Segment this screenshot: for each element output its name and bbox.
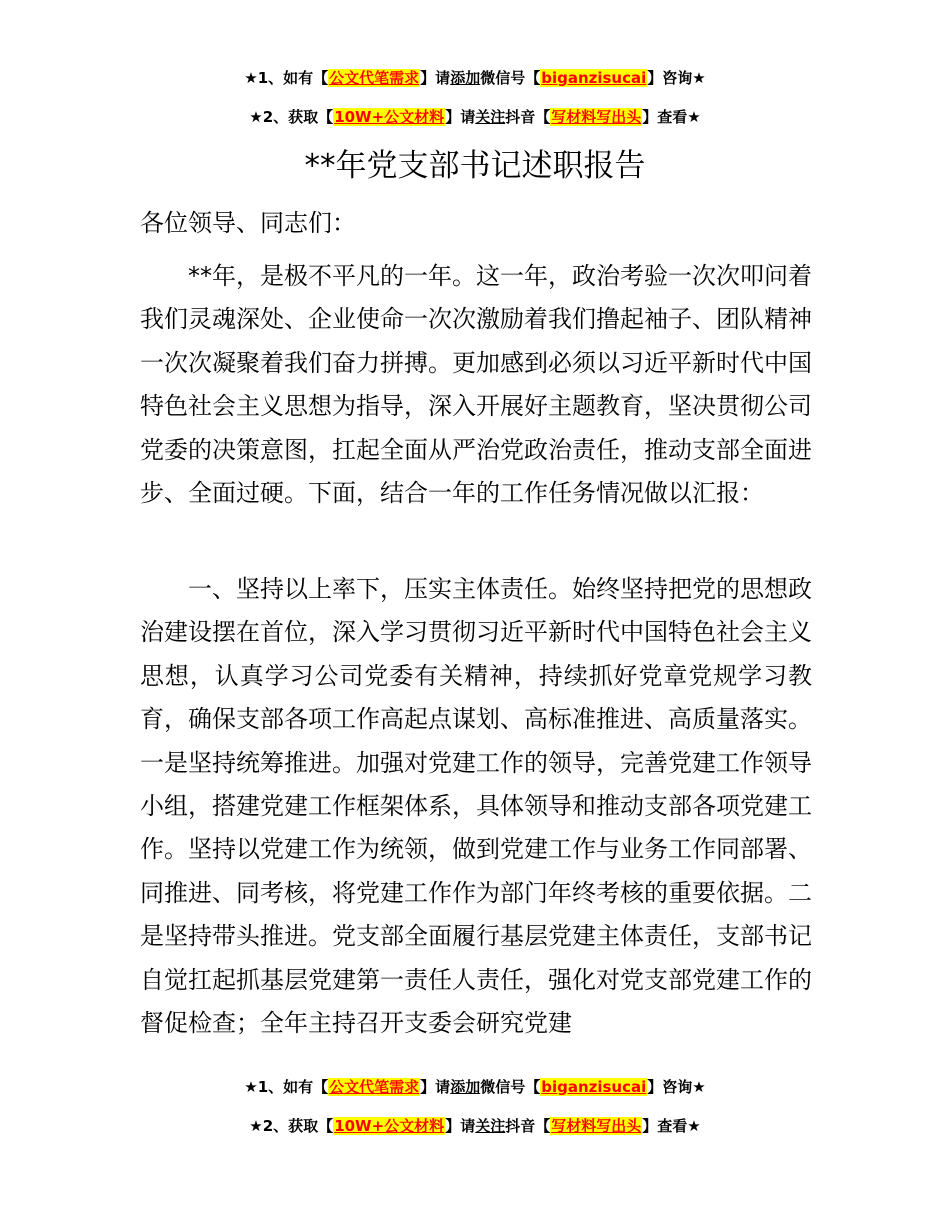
promo-highlight: 写材料写出头 [551,1117,642,1135]
promo-text: 】查看★ [642,108,701,126]
promo-text: ★1、如有【 [244,1078,329,1096]
promo-text: 】请 [420,69,451,87]
promo-highlight: 公文代笔需求 [329,1078,420,1096]
promo-underline: 关注 [475,108,506,126]
promo-highlight: biganzisucai [541,69,647,87]
promo-text: 】咨询★ [647,69,706,87]
promo-highlight: biganzisucai [541,1078,647,1096]
promo-text: 抖音【 [505,1117,551,1135]
body-paragraph-2: 一、坚持以上率下，压实主体责任。始终坚持把党的思想政治建设摆在首位，深入学习贯彻习近平新时代中国特色社会主义思想，认真学习公司党委有关精神，持续抓好党章党规学习教育，确保支部各项工作高起点谋划、高标准推进、高质量落实。一是坚持统筹推进。加强对党建工作的领导，完善党建工作领导小组，搭建党建工作框架体系，具体领导和推动支部各项党建工作。坚持以党建工作为统领，做到党建工作与业务工作同部署、同推进、同考核，将党建工作作为部门年终考核的重要依据。二是坚持带头推进。党支部全面履行基层党建主体责任，支部书记自觉扛起抓基层党建第一责任人责任，强化对党支部党建工作的督促检查；全年主持召开支委会研究党建 [140,575,812,1038]
promo-text: 】请 [445,1117,476,1135]
promo-text: ★2、获取【 [249,1117,334,1135]
promo-highlight: 公文代笔需求 [329,69,420,87]
footer-promo-line-2 [0,1116,950,1136]
promo-highlight: 10W+公文材料 [334,108,445,126]
promo-text: 】请 [445,108,476,126]
promo-text: 】请 [420,1078,451,1096]
promo-text: ★2、获取【 [249,108,334,126]
promo-text: 微信号【 [480,1078,541,1096]
header-promo-line-1 [0,68,950,88]
promo-text: ★1、如有【 [244,69,329,87]
promo-underline: 关注 [475,1117,506,1135]
promo-highlight: 写材料写出头 [551,108,642,126]
promo-text: 抖音【 [505,108,551,126]
salutation: 各位领导、同志们： [140,209,356,237]
document-title: **年党支部书记述职报告 [304,148,646,184]
footer-promo-line-1 [0,1077,950,1097]
promo-text: 】查看★ [642,1117,701,1135]
body-paragraph-1: **年，是极不平凡的一年。这一年，政治考验一次次叩问着我们灵魂深处、企业使命一次次激励着我们撸起袖子、团队精神一次次凝聚着我们奋力拼搏。更加感到必须以习近平新时代中国特色社会主义思想为指导，深入开展好主题教育，坚决贯彻公司党委的决策意图，扛起全面从严治党政治责任，推动支部全面进步、全面过硬。下面，结合一年的工作任务情况做以汇报： [140,262,812,508]
promo-highlight: 10W+公文材料 [334,1117,445,1135]
promo-text: 】咨询★ [647,1078,706,1096]
promo-underline: 添加 [450,1078,481,1096]
promo-underline: 添加 [450,69,481,87]
header-promo-line-2 [0,107,950,127]
promo-text: 微信号【 [480,69,541,87]
